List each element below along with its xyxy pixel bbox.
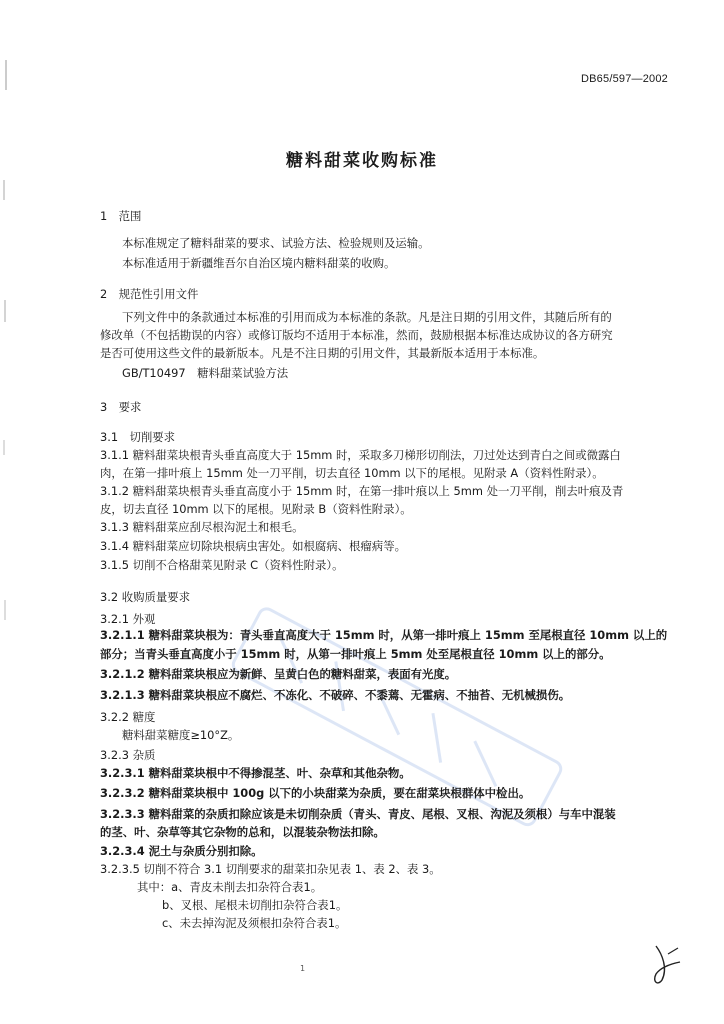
section-2-paragraph: 下列文件中的条款通过本标准的引用而成为本标准的条款。凡是注日期的引用文件，其随后所有的 bbox=[122, 310, 612, 324]
section-2-heading: 2 规范性引用文件 bbox=[100, 287, 199, 301]
document-number: DB65/597—2002 bbox=[581, 73, 668, 85]
clause-3-1-2-cont: 皮，切去直径 10mm 以下的尾根。见附录 B（资料性附录）。 bbox=[100, 502, 412, 516]
clause-3-2-3-1: 3.2.3.1 糖料甜菜块根中不得掺混茎、叶、杂草和其他杂物。 bbox=[100, 766, 411, 780]
handwritten-signature bbox=[648, 940, 688, 990]
clause-3-1-5: 3.1.5 切削不合格甜菜见附录 C（资料性附录）。 bbox=[100, 558, 344, 572]
clause-3-2-1-2: 3.2.1.2 糖料甜菜块根应为新鲜、呈黄白色的糖料甜菜，表面有光度。 bbox=[100, 667, 457, 681]
clause-3-2-1-1: 3.2.1.1 糖料甜菜块根为：青头垂直高度大于 15mm 时，从第一排叶痕上 15mm 至尾根直径 10mm 以上的 bbox=[100, 628, 668, 642]
section-3-heading: 3 要求 bbox=[100, 400, 142, 414]
clause-3-2-3-3-cont: 的茎、叶、杂草等其它杂物的总和，以混装杂物法扣除。 bbox=[100, 825, 385, 839]
normative-reference: GB/T10497 糖料甜菜试验方法 bbox=[122, 366, 289, 380]
clause-3-1-heading: 3.1 切削要求 bbox=[100, 430, 176, 444]
list-item-c: c、未去掉沟泥及须根扣杂符合表1。 bbox=[162, 916, 347, 930]
clause-3-1-2: 3.1.2 糖料甜菜块根青头垂直高度小于 15mm 时，在第一排叶痕以上 5mm 处一刀平削，削去叶痕及青 bbox=[100, 484, 624, 498]
section-1-paragraph: 本标准适用于新疆维吾尔自治区境内糖料甜菜的收购。 bbox=[122, 256, 396, 270]
clause-3-1-1: 3.1.1 糖料甜菜块根青头垂直高度大于 15mm 时，采取多刀梯形切削法，刀过处达到青白之间或微露白 bbox=[100, 448, 621, 462]
section-1-heading: 1 范围 bbox=[100, 209, 142, 223]
clause-3-2-1-3: 3.2.1.3 糖料甜菜块根应不腐烂、不冻化、不破碎、不黍蔫、无霍病、不抽苔、无机械损伤。 bbox=[100, 688, 571, 702]
section-1-paragraph: 本标准规定了糖料甜菜的要求、试验方法、检验规则及运输。 bbox=[122, 236, 430, 250]
list-item-b: b、叉根、尾根未切削扣杂符合表1。 bbox=[162, 898, 348, 912]
clause-3-1-3: 3.1.3 糖料甜菜应刮尽根沟泥土和根毛。 bbox=[100, 520, 304, 534]
section-2-paragraph: 是否可使用这些文件的最新版本。凡是不注日期的引用文件，其最新版本适用于本标准。 bbox=[100, 346, 545, 360]
clause-3-2-3-2: 3.2.3.2 糖料甜菜块根中 100g 以下的小块甜菜为杂质，要在甜菜块根群体中检出。 bbox=[100, 786, 531, 800]
section-2-paragraph: 修改单（不包括勘误的内容）或修订版均不适用于本标准，然而，鼓励根据本标准达成协议的各方研究 bbox=[100, 328, 613, 342]
clause-3-2-1-1-cont: 部分；当青头垂直高度小于 15mm 时，从第一排叶痕上 5mm 处至尾根直径 10mm 以上的部分。 bbox=[100, 647, 611, 661]
clause-3-2-3-3: 3.2.3.3 糖料甜菜的杂质扣除应该是未切削杂质（青头、青皮、尾根、叉根、沟泥及须根）与车中混装 bbox=[100, 807, 616, 821]
clause-3-2-3-5: 3.2.3.5 切削不符合 3.1 切削要求的甜菜扣杂见表 1、表 2、表 3。 bbox=[100, 862, 441, 876]
page-mark: 1 bbox=[300, 964, 306, 973]
clause-3-1-4: 3.1.4 糖料甜菜应切除块根病虫害处。如根腐病、根瘤病等。 bbox=[100, 539, 406, 553]
clause-3-2-2-text: 糖料甜菜糖度≥10°Z。 bbox=[122, 728, 240, 742]
list-item-a: 其中：a、青皮未削去扣杂符合表1。 bbox=[137, 880, 323, 894]
clause-3-1-1-cont: 肉，在第一排叶痕上 15mm 处一刀平削，切去直径 10mm 以下的尾根。见附录 A（资料性附录）。 bbox=[100, 466, 604, 480]
page-title: 糖料甜菜收购标准 bbox=[286, 151, 438, 171]
clause-3-2-3-4: 3.2.3.4 泥土与杂质分别扣除。 bbox=[100, 844, 263, 858]
clause-3-2-1-heading: 3.2.1 外观 bbox=[100, 612, 156, 626]
clause-3-2-heading: 3.2 收购质量要求 bbox=[100, 590, 191, 604]
clause-3-2-3-heading: 3.2.3 杂质 bbox=[100, 748, 156, 762]
clause-3-2-2-heading: 3.2.2 糖度 bbox=[100, 710, 156, 724]
